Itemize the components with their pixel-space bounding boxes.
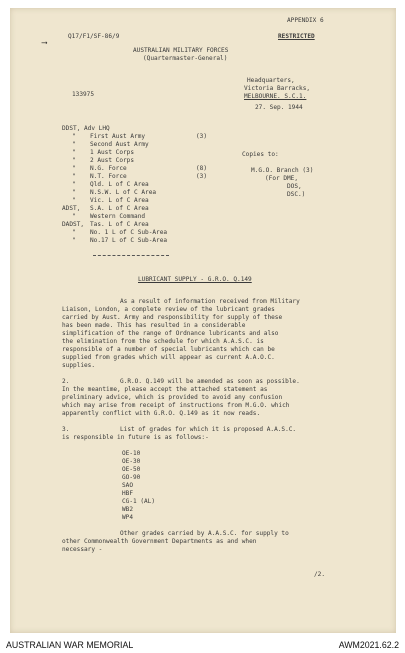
distribution-item: Qld. L of C Area bbox=[90, 181, 149, 188]
ditto-mark: " bbox=[72, 197, 76, 204]
distribution-item: Vic. L of C Area bbox=[90, 197, 149, 204]
grade-item: OE-30 bbox=[122, 458, 141, 465]
text-line: G.R.O. Q.149 will be amended as soon as possible. bbox=[120, 378, 300, 385]
distribution-item: First Aust Army bbox=[90, 133, 146, 140]
ditto-mark: " bbox=[72, 181, 76, 188]
text-line: List of grades for which it is proposed A.A.S.C. bbox=[120, 426, 297, 433]
distribution-item: N.T. Force bbox=[90, 173, 127, 180]
text-line: carried by Aust. Army and responsibility for supply of these bbox=[62, 314, 283, 321]
distribution-item: DDST, Adv LHQ bbox=[62, 125, 110, 132]
archive-name: AUSTRALIAN WAR MEMORIAL bbox=[6, 640, 134, 650]
ditto-mark: " bbox=[72, 173, 76, 180]
text-line: has been made. This has resulted in a considerable bbox=[62, 322, 246, 329]
appendix-label: APPENDIX 6 bbox=[287, 17, 324, 24]
copies-to-line: DOS, bbox=[287, 183, 302, 190]
grade-item: WB2 bbox=[122, 506, 134, 513]
text-line: In the meantime, please accept the attached statement as bbox=[62, 386, 268, 393]
text-line: As a result of information received from Military bbox=[120, 298, 300, 305]
text-line: the elimination from the schedule for which A.A.S.C. is bbox=[62, 338, 264, 345]
archive-footer bbox=[0, 637, 405, 653]
grade-item: OE-10 bbox=[122, 450, 141, 457]
text-line: preliminary advice, which is provided to avoid any confusion bbox=[62, 394, 283, 401]
text-line: responsible of a number of special lubricants which can be bbox=[62, 346, 275, 353]
file-number: 133975 bbox=[72, 91, 95, 98]
copy-count: (3) bbox=[196, 133, 208, 140]
copy-count: (3) bbox=[196, 173, 208, 180]
text-line: Liaison, London, a complete review of the lubricant grades bbox=[62, 306, 275, 313]
paragraph-number: 3. bbox=[62, 426, 70, 433]
ditto-mark: " bbox=[72, 133, 76, 140]
text-line: Other grades carried by A.A.S.C. for supply to bbox=[120, 530, 289, 537]
text-line: simplification of the range of Ordnance lubricants and also bbox=[62, 330, 279, 337]
grade-item: CG-1 (AL) bbox=[122, 498, 156, 505]
distribution-item: Western Command bbox=[90, 213, 146, 220]
distribution-item: No.17 L of C Sub-Area bbox=[90, 237, 168, 244]
copies-to-line: DSC.) bbox=[287, 191, 306, 198]
grade-item: SAO bbox=[122, 482, 134, 489]
copy-count: (8) bbox=[196, 165, 208, 172]
distribution-item: Second Aust Army bbox=[90, 141, 149, 148]
copies-to-line: (For DME, bbox=[265, 175, 299, 182]
organisation-title: AUSTRALIAN MILITARY FORCES bbox=[133, 47, 229, 54]
grade-item: OE-50 bbox=[122, 466, 141, 473]
copies-to-line: M.G.O. Branch (3) bbox=[251, 167, 314, 174]
address-line: Victoria Barracks, bbox=[244, 85, 311, 92]
distribution-item: N.S.W. L of C Area bbox=[90, 189, 157, 196]
distribution-heading: ADST, bbox=[62, 205, 81, 212]
text-line: which may arise from receipt of instructions from M.G.O. which bbox=[62, 402, 290, 409]
paragraph-number: 2. bbox=[62, 378, 70, 385]
text-line: supplied from grades which will appear as current A.A.O.C. bbox=[62, 354, 275, 361]
page-continuation: /2. bbox=[314, 571, 326, 578]
distribution-item: N.G. Force bbox=[90, 165, 127, 172]
address-line: MELBOURNE. S.C.1. bbox=[244, 93, 307, 100]
distribution-item: No. 1 L of C Sub-Area bbox=[90, 229, 168, 236]
text-line: other Commonwealth Government Departments as and when bbox=[62, 538, 257, 545]
distribution-heading: DADST, bbox=[62, 221, 85, 228]
ditto-mark: " bbox=[72, 237, 76, 244]
grade-item: HBF bbox=[122, 490, 134, 497]
organisation-subtitle: (Quartermaster-General) bbox=[143, 55, 228, 62]
file-reference: Q17/F1/SF-86/9 bbox=[68, 33, 120, 40]
archive-id: AWM2021.62.2 bbox=[338, 640, 399, 650]
distribution-item: 2 Aust Corps bbox=[90, 157, 135, 164]
distribution-item: Tas. L of C Area bbox=[90, 221, 149, 228]
address-line: Headquarters, bbox=[247, 77, 295, 84]
ditto-mark: " bbox=[72, 189, 76, 196]
grade-item: WP4 bbox=[122, 514, 134, 521]
divider-line bbox=[93, 255, 169, 256]
text-line: supplies. bbox=[62, 362, 96, 369]
ditto-mark: " bbox=[72, 229, 76, 236]
ditto-mark: " bbox=[72, 149, 76, 156]
copies-to-label: Copies to: bbox=[242, 151, 279, 158]
grade-item: GO-90 bbox=[122, 474, 141, 481]
text-line: is responsible in future is as follows:- bbox=[62, 434, 209, 441]
ditto-mark: " bbox=[72, 165, 76, 172]
distribution-item: S.A. L of C Area bbox=[90, 205, 149, 212]
text-line: necessary - bbox=[62, 546, 103, 553]
subject-heading: LUBRICANT SUPPLY - G.R.O. Q.149 bbox=[138, 276, 252, 283]
ditto-mark: " bbox=[72, 213, 76, 220]
ditto-mark: " bbox=[72, 141, 76, 148]
handwritten-arrow-mark: ⟶ bbox=[42, 38, 47, 47]
classification-label: RESTRICTED bbox=[278, 33, 315, 40]
ditto-mark: " bbox=[72, 157, 76, 164]
distribution-item: 1 Aust Corps bbox=[90, 149, 135, 156]
text-line: apparently conflict with G.R.O. Q.149 as it now reads. bbox=[62, 410, 261, 417]
document-date: 27. Sep. 1944 bbox=[255, 104, 303, 111]
